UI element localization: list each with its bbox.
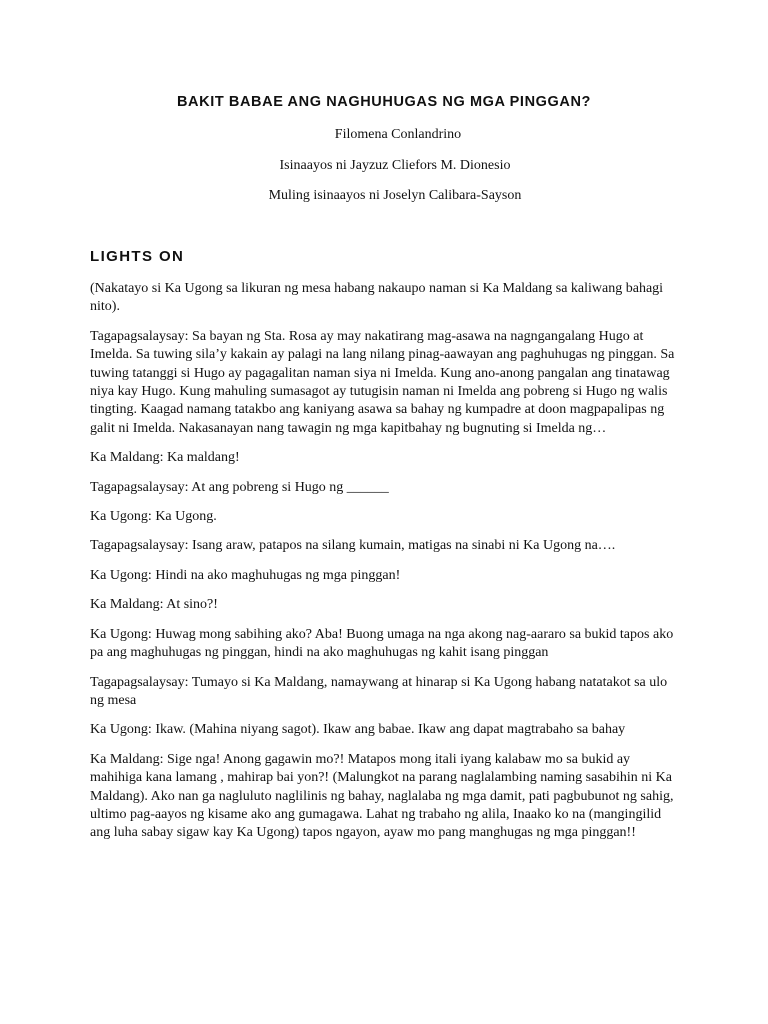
- dialogue-paragraph: Ka Ugong: Hindi na ako maghuhugas ng mga pinggan!: [90, 567, 401, 583]
- section-heading: LIGHTS ON: [90, 248, 185, 265]
- dialogue-paragraph: Tagapagsalaysay: Sa bayan ng Sta. Rosa ay may nakatirang mag-asawa na nagngangalang Hugo at Imelda. Sa tuwing sila’y kakain ay palagi na lang nilang pinag-aawayan ang paghuhugas ng pinggan. Sa tuwing tatanggi si Hugo ay pagagalitan naman siya ni Imelda. Kung ano-anong pangalan ang tinatawag niya kay Hugo. Kung mahuling sumasagot ay tutugisin naman ni Imelda ang pobreng si Hugo ng walis tingting. Kaagad namang tatakbo ang kaniyang asawa sa bahay ng kumpadre at doon magpapalipas ng galit ni Imelda. Nakasanayan nang tawagin ng mga kapitbahay ng bugnuting si Imelda ng…: [90, 328, 675, 436]
- dialogue-paragraph: Tagapagsalaysay: At ang pobreng si Hugo ng ______: [90, 479, 389, 495]
- rearranger-line: Muling isinaayos ni Joselyn Calibara-Sayson: [268, 188, 522, 203]
- dialogue-paragraph: Ka Ugong: Huwag mong sabihing ako? Aba! Buong umaga na nga akong nag-aararo sa bukid tapos ako pa ang maghuhugas ng pinggan, hindi na ako maghuhugas ng kahit isang pinggan: [90, 626, 674, 661]
- dialogue-paragraph: Ka Maldang: At sino?!: [90, 597, 218, 613]
- dialogue-paragraph: Ka Maldang: Sige nga! Anong gagawin mo?! Matapos mong itali iyang kalabaw mo sa bukid ay mahihiga kana lamang , mahirap bai yon?! (Malungkot na parang naglalambing naming sasabihin ni Ka Maldang). Ako nan ga nagluluto naglilinis ng bahay, naglalaba ng mga damit, pati pagbubunot ng sahig, ultimo pag-aayos ng kisame ako ang gumagawa. Lahat ng trabaho ng alila, Inaako ko na (mangingilid ang luha sabay sigaw kay Ka Ugong) tapos ngayon, ayaw mo pang manghugas ng mga pinggan!!: [90, 751, 674, 841]
- dialogue-paragraph: Tagapagsalaysay: Isang araw, patapos na silang kumain, matigas na sinabi ni Ka Ugong na….: [90, 538, 616, 554]
- stage-direction: (Nakatayo si Ka Ugong sa likuran ng mesa habang nakaupo naman si Ka Maldang sa kaliwang bahagi nito).: [90, 281, 664, 315]
- author-line: Filomena Conlandrino: [334, 127, 462, 142]
- dialogue-paragraph: Ka Maldang: Ka maldang!: [90, 450, 240, 466]
- dialogue-paragraph: Ka Ugong: Ikaw. (Mahina niyang sagot). Ikaw ang babae. Ikaw ang dapat magtrabaho sa bahay: [90, 722, 626, 738]
- dialogue-paragraph: Tagapagsalaysay: Tumayo si Ka Maldang, namaywang at hinarap si Ka Ugong habang natatakot sa ulo ng mesa: [90, 674, 668, 708]
- arranger-line: Isinaayos ni Jayzuz Cliefors M. Dionesio: [279, 158, 511, 173]
- document-title: BAKIT BABAE ANG NAGHUHUGAS NG MGA PINGGAN?: [176, 94, 591, 110]
- dialogue-paragraph: Ka Ugong: Ka Ugong.: [90, 509, 217, 525]
- script-body: [90, 280, 682, 854]
